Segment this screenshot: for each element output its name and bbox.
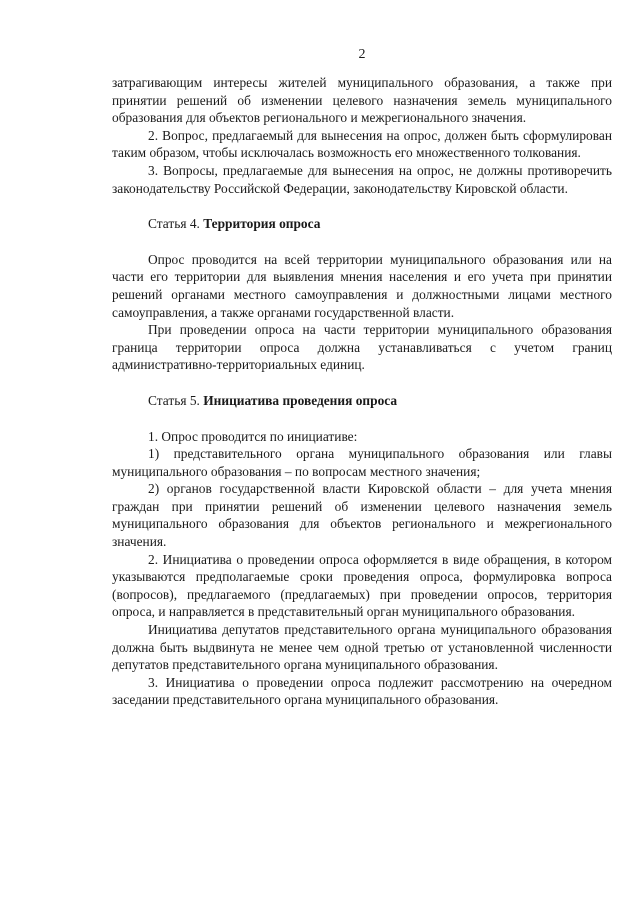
paragraph-item-2: 2. Вопрос, предлагаемый для вынесения на опрос, должен быть сформулирован таким образом, чтобы исключалась возможность его множественного толкования. [112,127,612,161]
article-5-paragraph-4: 2. Инициатива о проведении опроса оформляется в виде обращения, в котором указываются предполагаемые сроки проведения опроса, формулировка вопроса (вопросов), предлагаемого (предлагаемых) при проведении опросов, территория опроса, и направляется в представительный орган муниципального образования. [112,551,612,620]
article-4-title: Территория опроса [203,216,321,232]
article-5-paragraph-1: 1. Опрос проводится по инициативе: [148,428,358,444]
article-4-paragraph-1: Опрос проводится на всей территории муниципального образования или на части его территории для выявления мнения населения и его учета при принятии решений органами местного самоуправления и должностными лицами местного самоуправления, а также органами государственной власти. [112,251,612,320]
page-number: 2 [358,47,366,62]
document-page [112,46,612,709]
article-5-prefix: Статья 5. [148,392,200,408]
article-5-paragraph-6: 3. Инициатива о проведении опроса подлежит рассмотрению на очередном заседании представительного органа муниципального образования. [112,674,612,708]
article-5-paragraph-5: Инициатива депутатов представительного органа муниципального образования должна быть выдвинута не менее чем одной третью от установленной численности депутатов представительного органа муниципального образования. [112,622,612,673]
article-5-title: Инициатива проведения опроса [203,392,398,408]
paragraph-continuation: затрагивающим интересы жителей муниципального образования, а также при принятии решений об изменении целевого назначения земель муниципального образования для объектов регионального и межрегионального значения. [112,75,612,126]
article-5-paragraph-2: 1) представительного органа муниципального образования или главы муниципального образования – по вопросам местного значения; [112,446,612,479]
paragraph-item-3: 3. Вопросы, предлагаемые для вынесения на опрос, не должны противоречить законодательству Российской Федерации, законодательству Кировской области. [112,162,612,196]
article-5-heading [112,392,612,410]
article-5-paragraph-3: 2) органов государственной власти Кировской области – для учета мнения граждан при принятии решений об изменении целевого назначения земель муниципального образования для объектов регионального и межрегионального значения. [112,481,612,550]
article-4-prefix: Статья 4. [148,216,200,232]
article-4-heading [112,215,612,233]
article-4-paragraph-2: При проведении опроса на части территории муниципального образования граница территории опроса должна устанавливаться с учетом границ административно-территориальных единиц. [112,322,612,373]
